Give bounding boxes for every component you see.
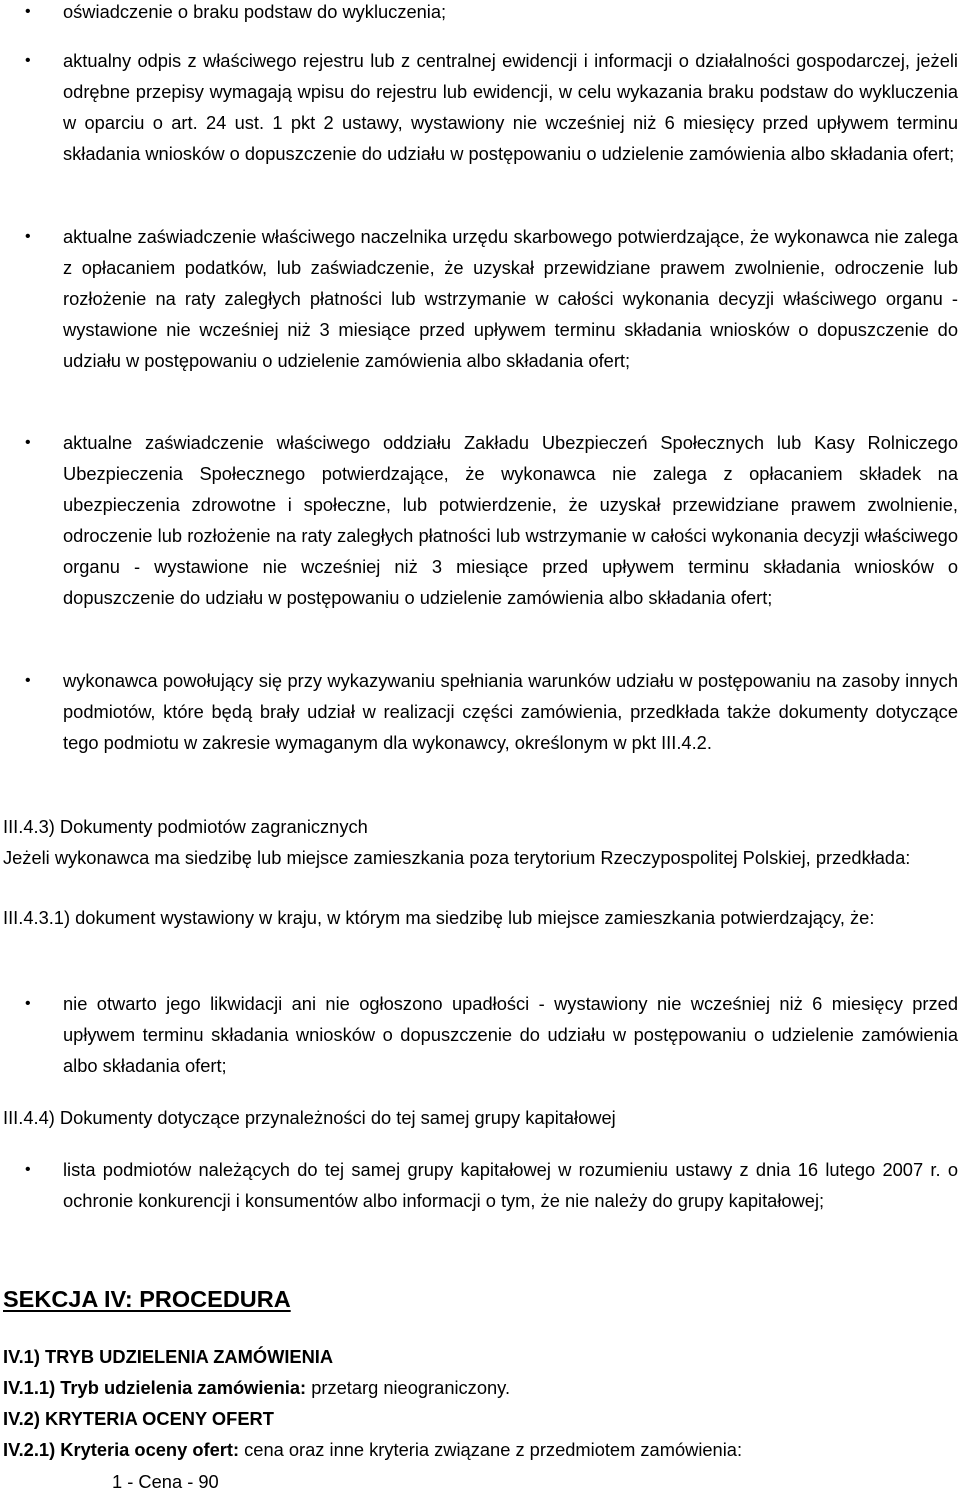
line-iv-1-1 [3,1374,510,1402]
line-iv-2-1 [3,1436,742,1464]
paragraph-iii-4-3-1: III.4.3.1) dokument wystawiony w kraju, w którym ma siedzibę lub miejsce zamieszkania potwierdzający, że: [3,907,875,928]
paragraph-foreign-intro: Jeżeli wykonawca ma siedzibę lub miejsce zamieszkania poza terytorium Rzeczypospolitej Polskiej, przedkłada: [3,847,911,868]
list-item-statement: • oświadczenie o braku podstaw do wykluczenia; [63,0,958,27]
heading-iv-1: IV.1) TRYB UDZIELENIA ZAMÓWIENIA [3,1346,334,1367]
list-item-zus-certificate: • aktualne zaświadczenie właściwego oddziału Zakładu Ubezpieczeń Społecznych lub Kasy Rolniczego Ubezpieczenia Społecznego potwierdzające, że wykonawca nie zalega z opłacaniem składek na ubezpieczenia zdrowotne i społeczne, lub potwierdzenie, że uzyskał przewidziane prawem zwolnienie, odroczenie lub rozłożenie na raty zaległych płatności lub wstrzymanie w całości wykonania decyzji właściwego organu - wystawione nie wcześniej niż 3 miesiące przed upływem terminu składania wniosków o dopuszczenie do udziału w postępowaniu o udzielenie zamówienia albo składania ofert; [63,427,958,613]
value-iv-2-1: cena oraz inne kryteria związane z przedmiotem zamówienia: [239,1439,743,1460]
section-heading-iii-4-3: III.4.3) Dokumenty podmiotów zagranicznych [3,816,368,837]
label-iv-2-1: IV.2.1) Kryteria oceny ofert: [3,1439,240,1460]
section-title-iv: SEKCJA IV: PROCEDURA [3,1286,291,1312]
criterion-price: 1 - Cena - 90 [112,1471,219,1492]
list-item-registry-extract: • aktualny odpis z właściwego rejestru lub z centralnej ewidencji i informacji o działalności gospodarczej, jeżeli odrębne przepisy wymagają wpisu do rejestru lub ewidencji, w celu wykazania braku podstaw do wykluczenia w oparciu o art. 24 ust. 1 pkt 2 ustawy, wystawiony nie wcześniej niż 6 miesięcy przed upływem terminu składania wniosków o dopuszczenie do udziału w postępowaniu o udzielenie zamówienia albo składania ofert; [63,45,958,169]
list-item-capital-group: • lista podmiotów należących do tej samej grupy kapitałowej w rozumieniu ustawy z dnia 16 lutego 2007 r. o ochronie konkurencji i konsumentów albo informacji o tym, że nie należy do grupy kapitałowej; [63,1154,958,1216]
list-item-third-party-resources: • wykonawca powołujący się przy wykazywaniu spełniania warunków udziału w postępowaniu na zasoby innych podmiotów, które będą brały udział w realizacji części zamówienia, przedkłada także dokumenty dotyczące tego podmiotu w zakresie wymaganym dla wykonawcy, określonym w pkt III.4.2. [63,665,958,758]
heading-iv-2: IV.2) KRYTERIA OCENY OFERT [3,1408,274,1429]
label-iv-1-1: IV.1.1) Tryb udzielenia zamówienia: [3,1377,307,1398]
value-iv-1-1: przetarg nieograniczony. [306,1377,511,1398]
section-heading-iii-4-4: III.4.4) Dokumenty dotyczące przynależności do tej samej grupy kapitałowej [3,1107,616,1128]
list-item-no-liquidation: • nie otwarto jego likwidacji ani nie ogłoszono upadłości - wystawiony nie wcześniej niż 6 miesięcy przed upływem terminu składania wniosków o dopuszczenie do udziału w postępowaniu o udzielenie zamówienia albo składania ofert; [63,988,958,1081]
list-item-tax-certificate: • aktualne zaświadczenie właściwego naczelnika urzędu skarbowego potwierdzające, że wykonawca nie zalega z opłacaniem podatków, lub zaświadczenie, że uzyskał przewidziane prawem zwolnienie, odroczenie lub rozłożenie na raty zaległych płatności lub wstrzymanie w całości wykonania decyzji właściwego organu - wystawione nie wcześniej niż 3 miesiące przed upływem terminu składania wniosków o dopuszczenie do udziału w postępowaniu o udzielenie zamówienia albo składania ofert; [63,221,958,376]
